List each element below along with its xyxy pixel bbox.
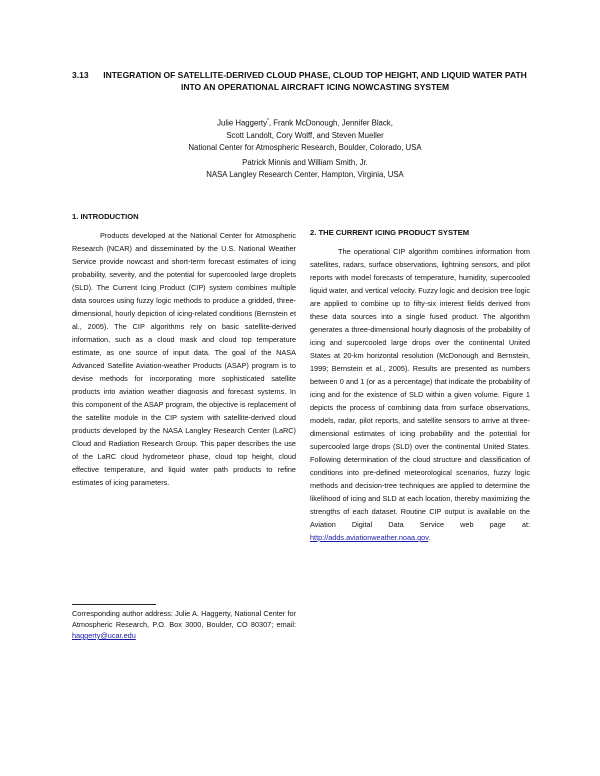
title-block xyxy=(72,70,532,93)
section-heading-cip: 2. THE CURRENT ICING PRODUCT SYSTEM xyxy=(310,228,470,237)
footnote-divider xyxy=(72,604,156,605)
lead-author: Julie Haggerty xyxy=(217,118,267,128)
cip-paragraph xyxy=(310,245,530,544)
section-heading-introduction: 1. INTRODUCTION xyxy=(72,212,139,221)
authors-line-2: Scott Landolt, Cory Wolff, and Steven Mueller xyxy=(226,130,384,140)
author-email-link[interactable]: haggerty@ucar.edu xyxy=(72,631,136,640)
paper-title: INTEGRATION OF SATELLITE-DERIVED CLOUD PHASE, CLOUD TOP HEIGHT, AND LIQUID WATER PATH INTO AN OPERATIONAL AIRCRAFT ICING NOWCASTING SYSTEM xyxy=(103,70,527,92)
affiliation-ncar: National Center for Atmospheric Research, Boulder, Colorado, USA xyxy=(188,142,422,152)
left-column xyxy=(72,210,296,489)
link-suffix: . xyxy=(428,533,431,542)
affiliation-nasa: NASA Langley Research Center, Hampton, Virginia, USA xyxy=(206,170,404,179)
author-block-2 xyxy=(150,157,460,181)
introduction-paragraph: Products developed at the National Center for Atmospheric Research (NCAR) and disseminated by the U.S. National Weather Service provide nowcast and short-term forecast estimates of icing probability, severity, and the potential for supercooled large droplets (SLD). The Current Icing Product (CIP) system combines multiple data sources using fuzzy logic methods to produce a gridded, three-dimensional, hourly depiction of icing-related conditions (Bernstein et al., 2005). The CIP algorithms rely on basic satellite-derived information, such as a cloud mask and cloud top temperature estimate, as one source of input data. The goal of the NASA Advanced Satellite Aviation-weather Products (ASAP) program is to devise methods for incorporating more sophisticated satellite products into aviation weather diagnosis and forecast systems. In this component of the ASAP program, the objective is replacement of the satellite module in the CIP system with satellite-derived cloud products developed by the NASA Langley Research Center (LaRC) Cloud and Radiation Research Group. This paper describes the use of the LaRC cloud hydrometeor phase, cloud top height, cloud effective temperature, and liquid water path products to refine estimates of icing parameters. xyxy=(72,231,296,487)
cip-paragraph-text: The operational CIP algorithm combines information from satellites, radars, surface observations, lightning sensors, and pilot reports with model forecasts of temperature, humidity, supercooled liquid water, and vertical velocity. Fuzzy logic and decision tree logic are applied to combine up to fifty-six interest fields derived from these data sources into a single fused product. The algorithm generates a three-dimensional hourly diagnosis of the probability of icing and supercooled large drops over the continental United States at 20-km horizontal resolution (McDonough and Bernstein, 1999; Bernstein et al., 2005). Results are presented as numbers between 0 and 1 (or as a percentage) that indicate the probability of icing and for the existence of SLD within a given volume. Figure 1 depicts the process of combining data from surface observations, models, radar, pilot reports, and satellite sensors to arrive at three-dimensional estimates of icing probability and the potential for supercooled large drops (SLD) over the continental United States. Following determination of the cloud structure and classification of conditions into pre-defined meteorological scenarios, fuzzy logic methods and decision-tree techniques are applied to determine the likelihood of icing and SLD at each location, thereby maximizing the strengths of each dataset. Routine CIP output is available on the Aviation Digital Data Service web page at: xyxy=(310,247,530,529)
co-authors: , Frank McDonough, Jennifer Black, xyxy=(268,118,393,128)
authors-line-1 xyxy=(150,115,460,130)
paper-number: 3.13 xyxy=(72,70,89,80)
footnote-text: Corresponding author address: Julie A. Haggerty, National Center for Atmospheric Research, P.O. Box 3000, Boulder, CO 80307; email: xyxy=(72,609,296,629)
authors-line-3: Patrick Minnis and William Smith, Jr. xyxy=(242,158,368,167)
footnote xyxy=(72,608,296,641)
right-column xyxy=(310,226,530,544)
author-block xyxy=(150,115,460,154)
corresponding-author-mark: * xyxy=(266,118,269,124)
adds-url-link[interactable]: http://adds.aviationweather.noaa.gov xyxy=(310,533,429,542)
